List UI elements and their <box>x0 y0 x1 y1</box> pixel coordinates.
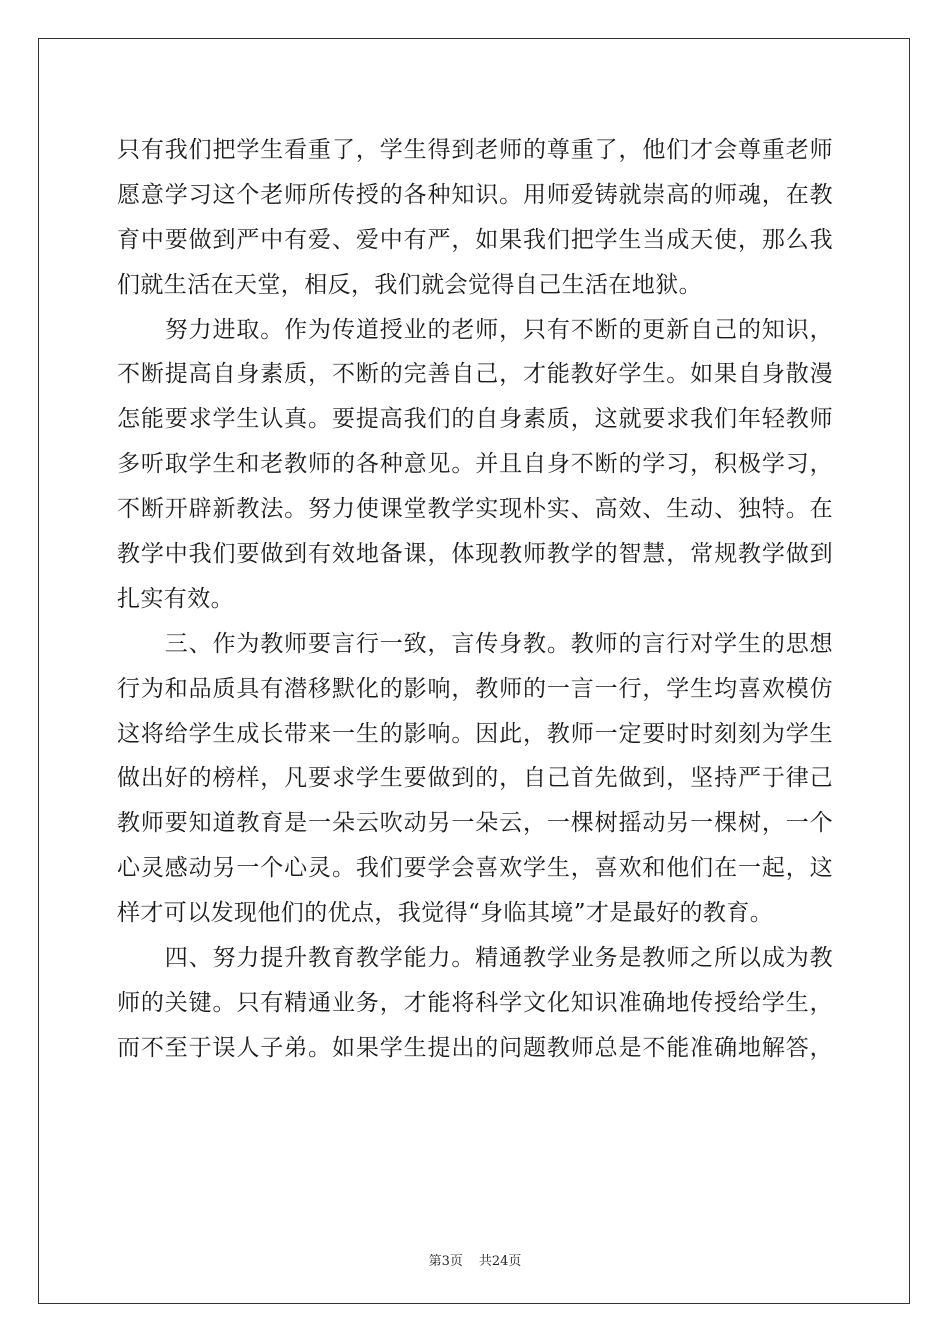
text-line: 心灵感动另一个心灵。我们要学会喜欢学生，喜欢和他们在一起，这 <box>117 855 833 882</box>
text-line: 教学中我们要做到有效地备课，体现教师教学的智慧，常规教学做到 <box>117 541 833 568</box>
text-line: 多听取学生和老教师的各种意见。并且自身不断的学习，积极学习， <box>117 451 833 478</box>
text-line: 而不至于误人子弟。如果学生提出的问题教师总是不能准确地解答， <box>117 1034 833 1061</box>
document-body <box>117 128 833 1071</box>
page-number-total: 共24页 <box>478 1254 522 1269</box>
text-line: 这将给学生成长带来一生的影响。因此，教师一定要时时刻刻为学生 <box>117 720 833 747</box>
text-line: 不断提高自身素质，不断的完善自己，才能教好学生。如果自身散漫 <box>117 361 833 388</box>
page-number-current: 第3页 <box>428 1254 463 1269</box>
text-line: 不断开辟新教法。努力使课堂教学实现朴实、高效、生动、独特。在 <box>117 496 833 523</box>
page-footer <box>0 1250 950 1269</box>
text-line: 扎实有效。 <box>117 585 234 612</box>
text-line: 三、作为教师要言行一致，言传身教。教师的言行对学生的思想 <box>117 630 833 657</box>
text-line: 教师要知道教育是一朵云吹动另一朵云，一棵树摇动另一棵树，一个 <box>117 810 833 837</box>
text-line: 样才可以发现他们的优点，我觉得“身临其境”才是最好的教育。 <box>117 900 774 927</box>
text-line: 行为和品质具有潜移默化的影响，教师的一言一行，学生均喜欢模仿 <box>117 675 833 702</box>
text-line: 努力进取。作为传道授业的老师，只有不断的更新自己的知识， <box>117 316 833 343</box>
text-line: 只有我们把学生看重了，学生得到老师的尊重了，他们才会尊重老师 <box>117 137 833 163</box>
text-line: 师的关键。只有精通业务，才能将科学文化知识准确地传授给学生， <box>117 989 833 1016</box>
text-line: 育中要做到严中有爱、爱中有严，如果我们把学生当成天使，那么我 <box>117 226 833 253</box>
text-line: 怎能要求学生认真。要提高我们的自身素质，这就要求我们年轻教师 <box>117 406 833 433</box>
text-line: 四、努力提升教育教学能力。精通教学业务是教师之所以成为教 <box>117 945 833 972</box>
text-line: 们就生活在天堂，相反，我们就会觉得自己生活在地狱。 <box>117 271 702 298</box>
text-line: 愿意学习这个老师所传授的各种知识。用师爱铸就崇高的师魂，在教 <box>117 181 833 208</box>
text-line: 做出好的榜样，凡要求学生要做到的，自己首先做到，坚持严于律己 <box>117 765 833 792</box>
